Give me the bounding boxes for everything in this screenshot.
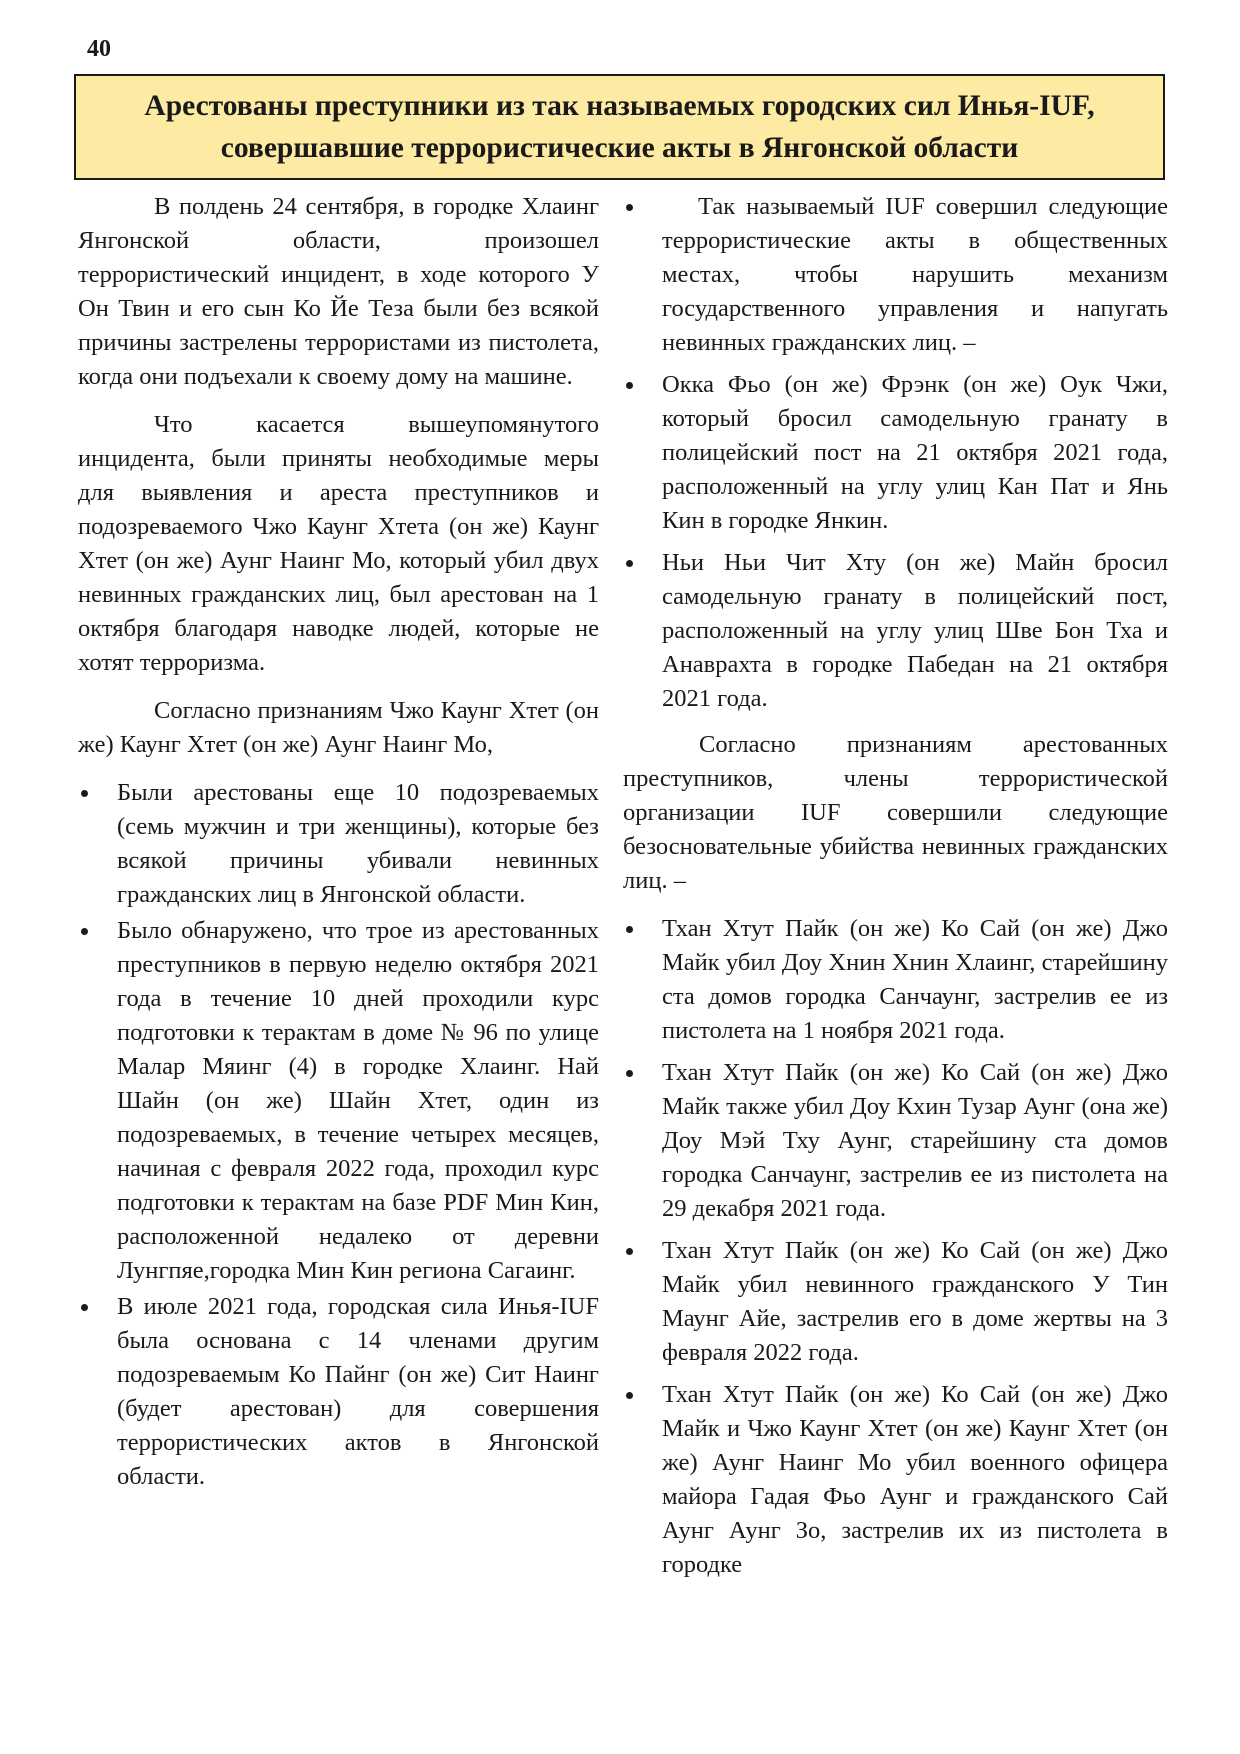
article-title-line-1: Арестованы преступники из так называемых городских сил Инья-IUF, [144,90,1095,122]
bullet-text: Тхан Хтут Пайк (он же) Ко Сай (он же) Джо Майк и Чжо Каунг Хтет (он же) Каунг Хтет (он же) Аунг Наинг Мо убил военного офицера майора Гадая Фьо Аунг и гражданского Сай Аунг Аунг Зо, застрелив их из пистолета в городке [662,1381,1168,1578]
bullet-text: Были арестованы еще 10 подозреваемых (семь мужчин и три женщины), которые без всякой причины убивали невинных гражданских лиц в Янгонской области. [117,779,599,908]
bullet-text: Тхан Хтут Пайк (он же) Ко Сай (он же) Джо Майк убил невинного гражданского У Тин Маунг Айе, застрелив его в доме жертвы на 3 февраля 2022 года. [662,1237,1168,1366]
bullet-list [623,912,1168,1582]
bullet-text: Тхан Хтут Пайк (он же) Ко Сай (он же) Джо Майк также убил Доу Кхин Тузар Аунг (она же) Доу Мэй Тху Аунг, старейшину ста домов городка Санчаунг, застрелив ее из пистолета на 29 декабря 2021 года. [662,1059,1168,1222]
bullet-icon [626,382,633,389]
bullet-text: Так называемый IUF совершил следующие террористические акты в общественных местах, чтобы нарушить механизм государственного управления и напугать невинных гражданских лиц. – [662,193,1168,356]
bullet-icon [81,790,88,797]
bullet-icon [81,928,88,935]
bullet-text: Окка Фьо (он же) Фрэнк (он же) Оук Чжи, который бросил самодельную гранату в полицейский пост на 21 октября 2021 года, расположенный на углу улиц Кан Пат и Янь Кин в городке Янкин. [662,371,1168,534]
left-column [78,190,599,1506]
article-title-line-2: совершавшие террористические акты в Янгонской области [220,132,1019,164]
bullet-icon [626,560,633,567]
bullet-item [78,776,599,912]
bullet-icon [626,1070,633,1077]
bullet-list [78,776,599,1494]
bullet-icon [626,1248,633,1255]
article-title-box [74,74,1165,180]
bullet-text: Ньи Ньи Чит Хту (он же) Майн бросил самодельную гранату в полицейский пост, расположенный на углу улиц Шве Бон Тха и Анаврахта в городке Пабедан на 21 октября 2021 года. [662,549,1168,712]
bullet-icon [626,926,633,933]
bullet-item [78,1290,599,1494]
bullet-item [623,190,1168,360]
bullet-list [623,190,1168,716]
page-number: 40 [87,36,111,62]
bullet-item [623,1378,1168,1582]
paragraph: Согласно признаниям Чжо Каунг Хтет (он же) Каунг Хтет (он же) Аунг Наинг Мо, [78,697,599,758]
bullet-text: Было обнаружено, что трое из арестованных преступников в первую неделю октября 2021 года в течение 10 дней проходили курс подготовки к терактам в доме № 96 по улице Малар Мяинг (4) в городке Хлаинг. Най Шайн (он же) Шайн Хтет, один из подозреваемых, в течение четырех месяцев, начиная с февраля 2022 года, проходил курс подготовки к терактам на базе PDF Мин Кин, расположенной недалеко от деревни Лунгпяе,городка Мин Кин региона Сагаинг. [117,917,599,1284]
bullet-text: Тхан Хтут Пайк (он же) Ко Сай (он же) Джо Майк убил Доу Хнин Хнин Хлаинг, старейшину ста домов городка Санчаунг, застрелив ее из пистолета на 1 ноября 2021 года. [662,915,1168,1044]
right-column [623,190,1168,1594]
bullet-icon [626,204,633,211]
bullet-item [623,368,1168,538]
bullet-icon [626,1392,633,1399]
bullet-item [623,546,1168,716]
bullet-text: В июле 2021 года, городская сила Инья-IUF была основана с 14 членами другим подозреваемым Ко Пайнг (он же) Сит Наинг (будет арестован) для совершения террористических актов в Янгонской области. [117,1293,599,1490]
bullet-icon [81,1304,88,1311]
paragraph: В полдень 24 сентября, в городке Хлаинг Янгонской области, произошел террористический инцидент, в ходе которого У Он Твин и его сын Ко Йе Теза были без всякой причины застрелены террористами из пистолета, когда они подъехали к своему дому на машине. [78,193,599,390]
paragraph: Согласно признаниям арестованных преступников, члены террористической организации IUF совершили следующие безосновательные убийства невинных гражданских лиц. – [623,731,1168,894]
bullet-item [623,1056,1168,1226]
paragraph: Что касается вышеупомянутого инцидента, были приняты необходимые меры для выявления и ареста преступников и подозреваемого Чжо Каунг Хтета (он же) Каунг Хтет (он же) Аунг Наинг Мо, который убил двух невинных гражданских лиц, был арестован на 1 октября благодаря наводке людей, которые не хотят терроризма. [78,411,599,676]
bullet-item [623,912,1168,1048]
bullet-item [623,1234,1168,1370]
bullet-item [78,914,599,1288]
